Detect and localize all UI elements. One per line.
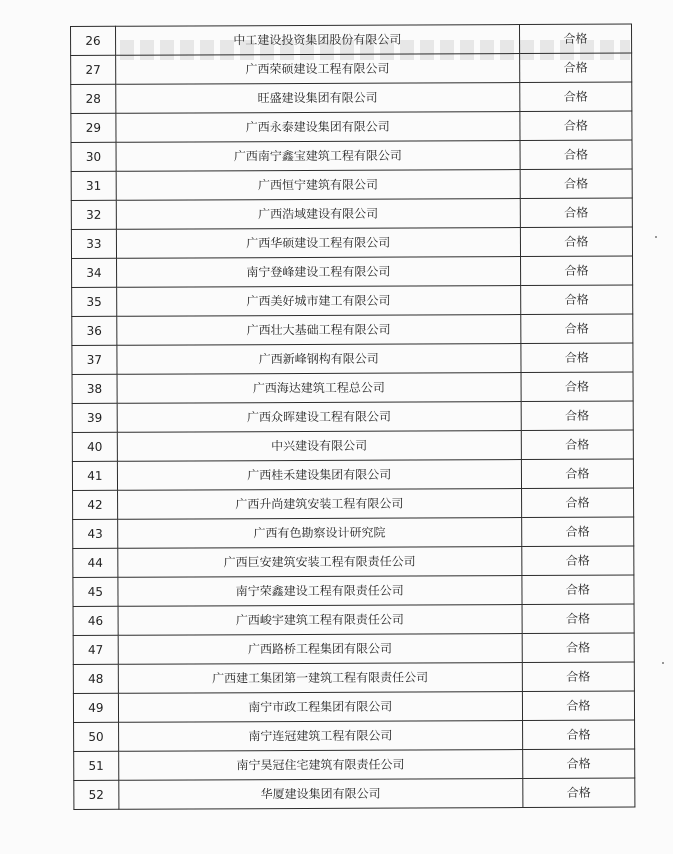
company-name: 广西升尚建筑安装工程有限公司 (117, 489, 521, 520)
company-name: 广西荣硕建设工程有限公司 (115, 54, 519, 85)
inspection-result: 合格 (521, 488, 633, 517)
inspection-result: 合格 (521, 372, 633, 401)
table-row (71, 198, 632, 229)
row-number: 49 (73, 693, 118, 722)
inspection-result: 合格 (522, 662, 634, 691)
row-number: 27 (71, 55, 116, 84)
inspection-result: 合格 (520, 111, 632, 140)
row-number: 52 (74, 780, 119, 809)
row-number: 44 (73, 548, 118, 577)
table-row (73, 691, 634, 722)
inspection-result: 合格 (519, 53, 631, 82)
table-body (71, 24, 635, 809)
row-number: 36 (72, 316, 117, 345)
inspection-result: 合格 (521, 314, 633, 343)
company-name: 广西华硕建设工程有限公司 (116, 228, 520, 259)
inspection-result: 合格 (521, 401, 633, 430)
row-number: 32 (71, 200, 116, 229)
inspection-results-table (70, 24, 635, 810)
table-row (71, 24, 632, 55)
table-row (71, 53, 632, 84)
inspection-result: 合格 (520, 227, 632, 256)
company-name: 广西新峰钢构有限公司 (117, 344, 521, 375)
row-number: 34 (72, 258, 117, 287)
table-row (72, 430, 633, 461)
company-name: 广西南宁鑫宝建筑工程有限公司 (116, 141, 520, 172)
inspection-result: 合格 (520, 198, 632, 227)
inspection-result: 合格 (520, 256, 632, 285)
row-number: 47 (73, 635, 118, 664)
table-row (72, 401, 633, 432)
inspection-result: 合格 (522, 633, 634, 662)
company-name: 旺盛建设集团有限公司 (116, 83, 520, 114)
company-name: 中兴建设有限公司 (117, 431, 521, 462)
row-number: 39 (72, 403, 117, 432)
row-number: 51 (74, 751, 119, 780)
row-number: 37 (72, 345, 117, 374)
inspection-result: 合格 (521, 517, 633, 546)
row-number: 42 (73, 490, 118, 519)
inspection-result: 合格 (522, 546, 634, 575)
company-name: 广西桂禾建设集团有限公司 (117, 460, 521, 491)
table-row (72, 256, 633, 287)
inspection-result: 合格 (521, 343, 633, 372)
company-name: 中工建设投资集团股份有限公司 (115, 25, 519, 56)
row-number: 48 (73, 664, 118, 693)
scan-speck (655, 236, 657, 238)
table-row (74, 720, 635, 751)
table-row (73, 517, 634, 548)
company-name: 南宁登峰建设工程有限公司 (116, 257, 520, 288)
table-row (73, 633, 634, 664)
company-name: 广西建工集团第一建筑工程有限责任公司 (118, 663, 522, 694)
inspection-result: 合格 (523, 778, 635, 807)
company-name: 南宁市政工程集团有限公司 (118, 692, 522, 723)
company-name: 南宁昊冠住宅建筑有限责任公司 (118, 750, 522, 781)
row-number: 50 (74, 722, 119, 751)
row-number: 26 (71, 26, 116, 55)
table-row (73, 575, 634, 606)
inspection-result: 合格 (520, 82, 632, 111)
inspection-result: 合格 (522, 575, 634, 604)
inspection-result: 合格 (520, 169, 632, 198)
company-name: 华厦建设集团有限公司 (119, 779, 523, 810)
table-row (73, 488, 634, 519)
row-number: 29 (71, 113, 116, 142)
inspection-result: 合格 (520, 140, 632, 169)
table-row (71, 82, 632, 113)
table-row (73, 662, 634, 693)
inspection-result: 合格 (522, 604, 634, 633)
row-number: 30 (71, 142, 116, 171)
company-name: 广西美好城市建工有限公司 (116, 286, 520, 317)
table-row (73, 604, 634, 635)
inspection-result: 合格 (519, 24, 631, 53)
inspection-result: 合格 (521, 459, 633, 488)
company-name: 广西巨安建筑安装工程有限责任公司 (118, 547, 522, 578)
row-number: 41 (72, 461, 117, 490)
table-row (74, 749, 635, 780)
company-name: 广西路桥工程集团有限公司 (118, 634, 522, 665)
row-number: 31 (71, 171, 116, 200)
inspection-result: 合格 (522, 749, 634, 778)
table-row (71, 227, 632, 258)
company-name: 南宁荣鑫建设工程有限责任公司 (118, 576, 522, 607)
inspection-result: 合格 (520, 285, 632, 314)
table-row (72, 459, 633, 490)
company-name: 广西浩域建设有限公司 (116, 199, 520, 230)
table-row (72, 285, 633, 316)
table-row (73, 546, 634, 577)
table-row (72, 372, 633, 403)
company-name: 广西壮大基础工程有限公司 (117, 315, 521, 346)
table-row (72, 314, 633, 345)
table-row (71, 111, 632, 142)
company-name: 广西恒宁建筑有限公司 (116, 170, 520, 201)
row-number: 43 (73, 519, 118, 548)
row-number: 38 (72, 374, 117, 403)
inspection-result: 合格 (521, 430, 633, 459)
inspection-result: 合格 (522, 691, 634, 720)
row-number: 40 (72, 432, 117, 461)
company-name: 广西有色勘察设计研究院 (117, 518, 521, 549)
row-number: 45 (73, 577, 118, 606)
company-name: 广西海达建筑工程总公司 (117, 373, 521, 404)
table-row (71, 140, 632, 171)
table-row (74, 778, 635, 809)
inspection-result: 合格 (522, 720, 634, 749)
company-name: 广西众晖建设工程有限公司 (117, 402, 521, 433)
row-number: 28 (71, 84, 116, 113)
table-row (71, 169, 632, 200)
row-number: 46 (73, 606, 118, 635)
company-name: 南宁连冠建筑工程有限公司 (118, 721, 522, 752)
company-name: 广西峻宇建筑工程有限责任公司 (118, 605, 522, 636)
table-row (72, 343, 633, 374)
company-name: 广西永泰建设集团有限公司 (116, 112, 520, 143)
row-number: 33 (71, 229, 116, 258)
row-number: 35 (72, 287, 117, 316)
scan-speck (662, 662, 664, 664)
